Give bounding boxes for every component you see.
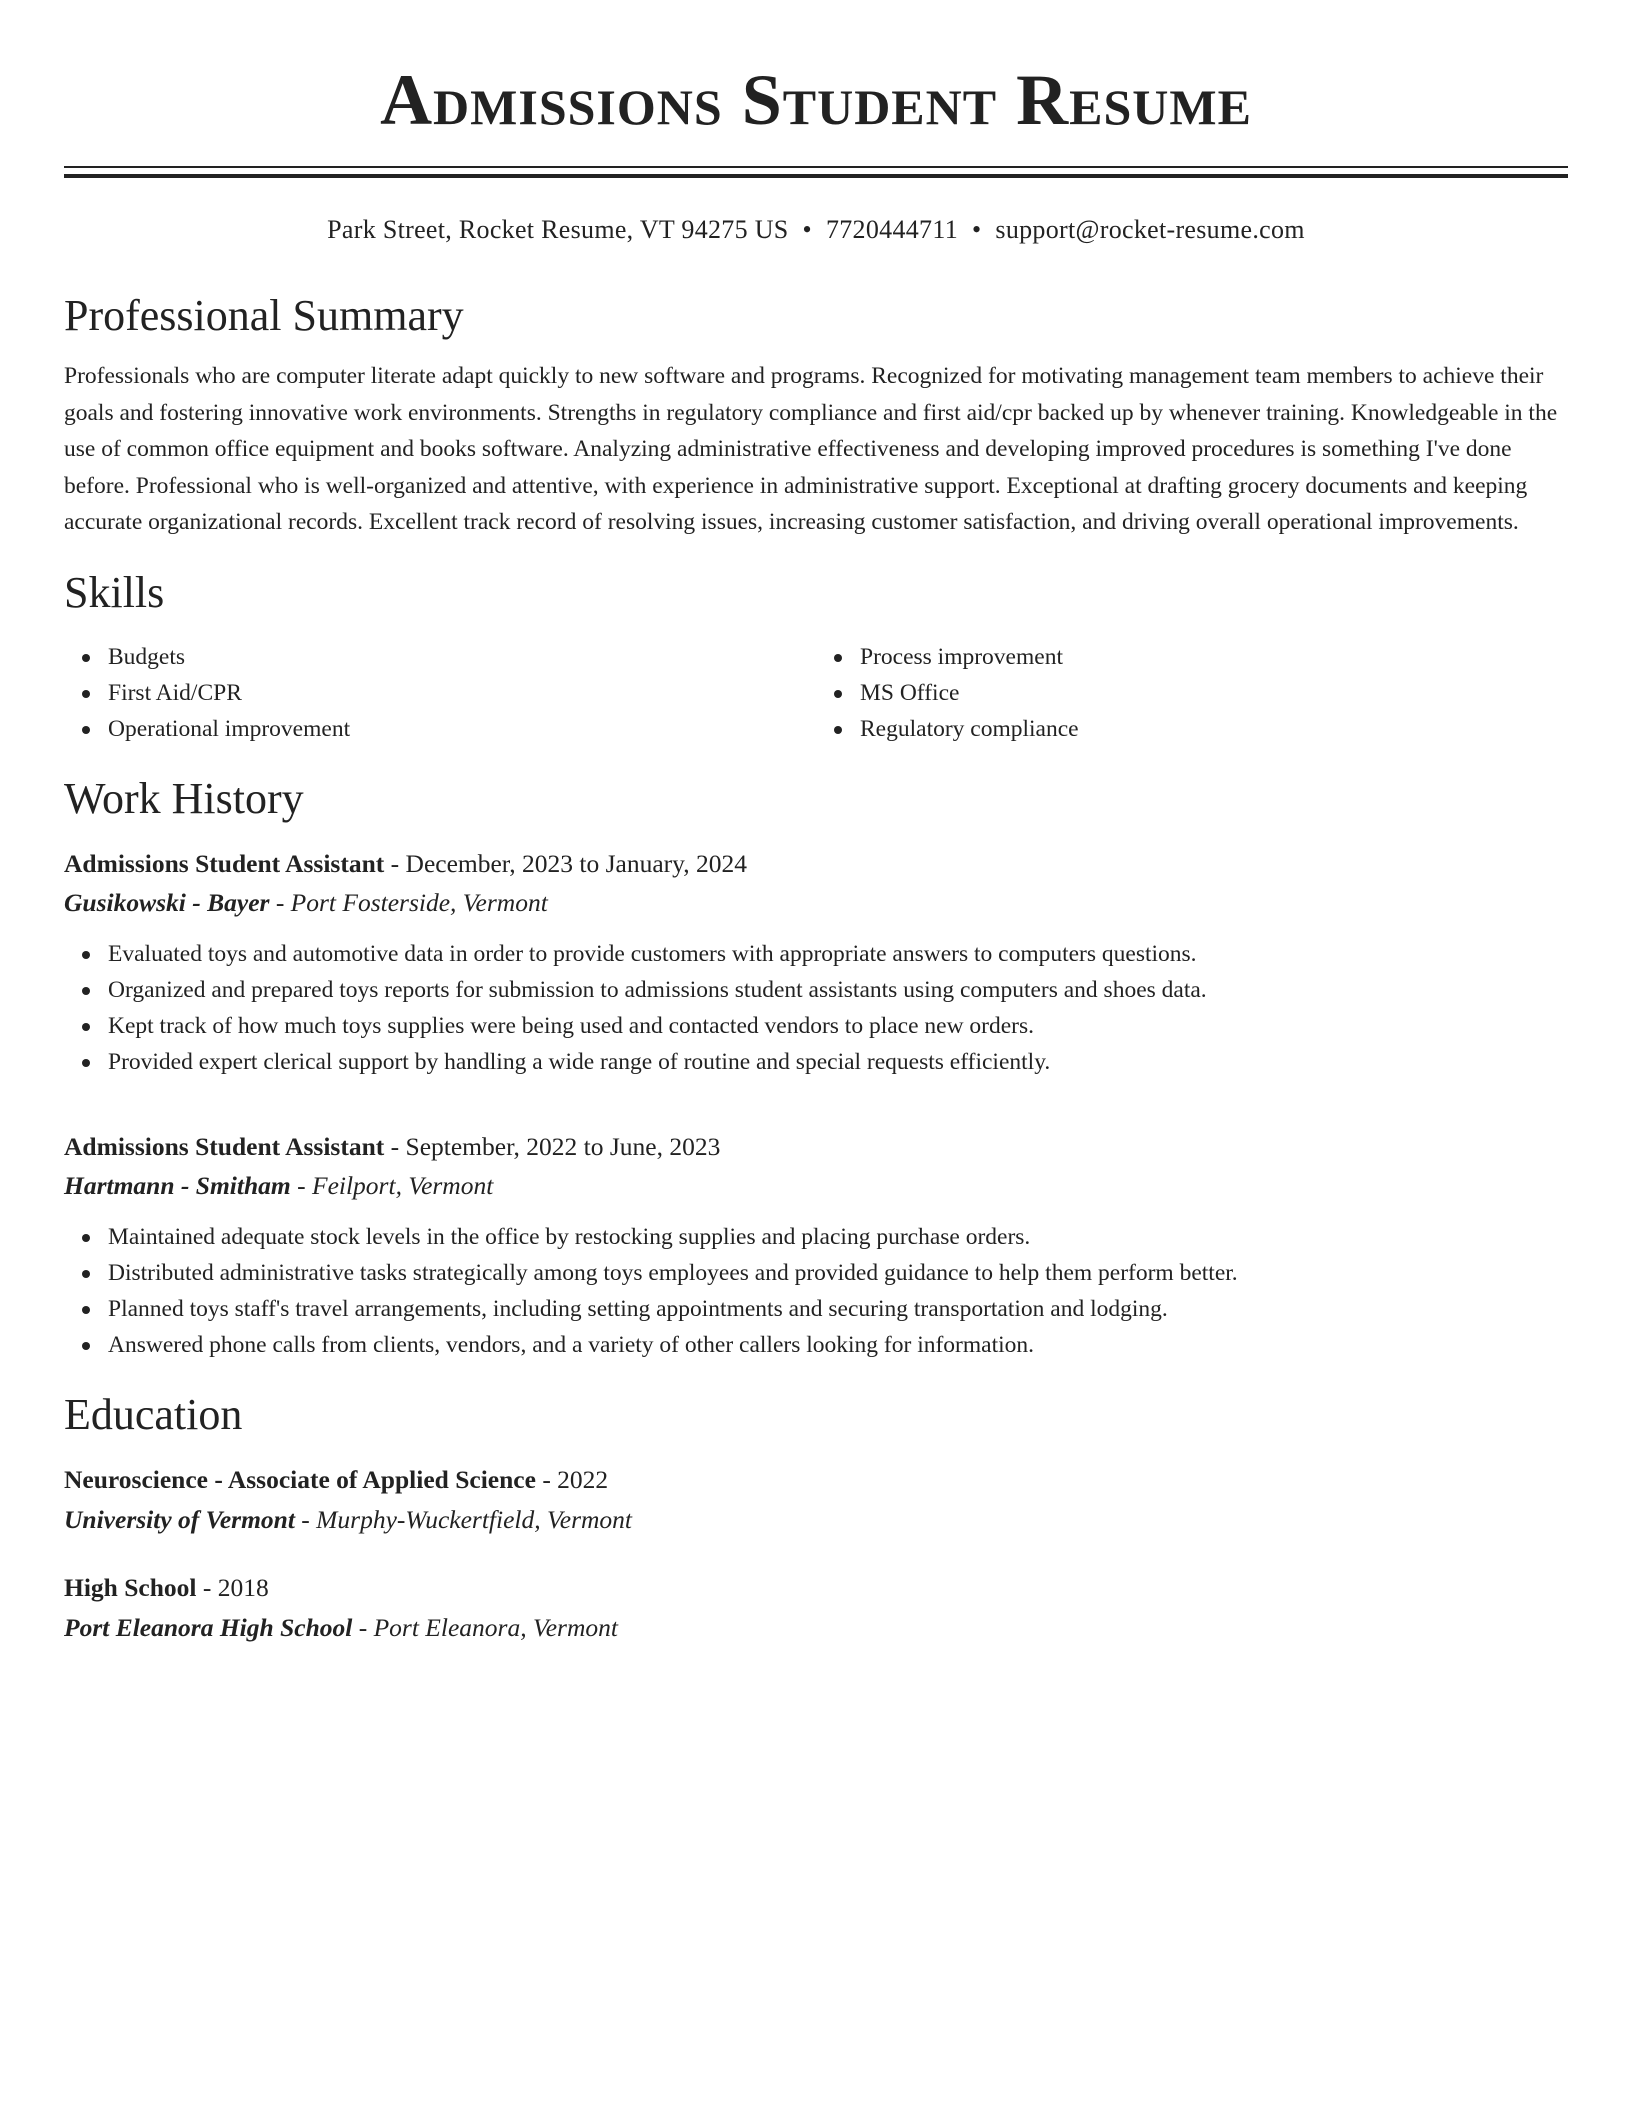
contact-email: support@rocket-resume.com <box>995 215 1305 244</box>
skill-item: Operational improvement <box>108 711 816 747</box>
degree-name: High School <box>64 1572 197 1602</box>
job-employer <box>64 1169 1568 1203</box>
graduation-year: - 2018 <box>196 1572 269 1602</box>
skill-item: First Aid/CPR <box>108 675 816 711</box>
title-divider <box>64 166 1568 178</box>
contact-line <box>64 214 1568 246</box>
school-name: Port Eleanora High School <box>64 1612 353 1642</box>
job-role: Admissions Student Assistant <box>64 848 385 878</box>
employer-location: - Port Fosterside, Vermont <box>269 887 548 917</box>
school-name: University of Vermont <box>64 1504 295 1534</box>
skill-item: Process improvement <box>860 639 1568 675</box>
contact-separator: • <box>972 215 982 244</box>
duty-item: Provided expert clerical support by handling a wide range of routine and special requests efficiently. <box>108 1044 1568 1080</box>
resume-title: Admissions Student Resume <box>380 60 1252 140</box>
skills-column-right <box>816 639 1568 747</box>
education-heading: Education <box>64 1389 243 1439</box>
education-entry <box>64 1571 1568 1645</box>
job-employer <box>64 886 1568 920</box>
duty-item: Distributed administrative tasks strategically among toys employees and provided guidance to help them perform better. <box>108 1255 1568 1291</box>
degree-name: Neuroscience - Associate of Applied Science <box>64 1464 536 1494</box>
employer-name: Hartmann - Smitham <box>64 1170 291 1200</box>
skill-item: Regulatory compliance <box>860 711 1568 747</box>
job-entry <box>64 847 1568 1080</box>
education-header <box>64 1463 1568 1497</box>
employer-location: - Feilport, Vermont <box>290 1170 494 1200</box>
job-role: Admissions Student Assistant <box>64 1131 385 1161</box>
job-header <box>64 1130 1568 1164</box>
contact-address: Park Street, Rocket Resume, VT 94275 US <box>327 215 789 244</box>
contact-phone: 7720444711 <box>825 215 958 244</box>
employer-name: Gusikowski - Bayer <box>64 887 270 917</box>
skills-list <box>64 639 1568 747</box>
job-header <box>64 847 1568 881</box>
job-dates: - September, 2022 to June, 2023 <box>384 1131 721 1161</box>
education-header <box>64 1571 1568 1605</box>
skill-item: Budgets <box>108 639 816 675</box>
duty-item: Planned toys staff's travel arrangements, including setting appointments and securing transportation and lodging. <box>108 1291 1568 1327</box>
job-entry <box>64 1130 1568 1363</box>
job-dates: - December, 2023 to January, 2024 <box>384 848 747 878</box>
duty-item: Kept track of how much toys supplies were being used and contacted vendors to place new orders. <box>108 1008 1568 1044</box>
job-duties <box>64 936 1568 1080</box>
summary-heading: Professional Summary <box>64 291 464 340</box>
education-school <box>64 1611 1568 1645</box>
duty-item: Answered phone calls from clients, vendors, and a variety of other callers looking for information. <box>108 1327 1568 1363</box>
summary-text: Professionals who are computer literate adapt quickly to new software and programs. Recognized for motivating management team members to achieve their goals and fostering innovative work environments. Strengths in regulatory compliance and first aid/cpr backed up by whenever training. Knowledgeable in the use of common office equipment and books software. Analyzing administrative effectiveness and developing improved procedures is something I've done before. Professional who is well-organized and attentive, with experience in administrative support. Exceptional at drafting grocery documents and keeping accurate organizational records. Excellent track record of resolving issues, increasing customer satisfaction, and driving overall operational improvements. <box>64 363 1558 535</box>
education-entry <box>64 1463 1568 1537</box>
duty-item: Organized and prepared toys reports for submission to admissions student assistants using computers and shoes data. <box>108 972 1568 1008</box>
school-location: - Port Eleanora, Vermont <box>352 1612 618 1642</box>
education-school <box>64 1503 1568 1537</box>
job-duties <box>64 1219 1568 1363</box>
skill-item: MS Office <box>860 675 1568 711</box>
graduation-year: - 2022 <box>535 1464 609 1494</box>
duty-item: Evaluated toys and automotive data in order to provide customers with appropriate answers to computers questions. <box>108 936 1568 972</box>
skills-heading: Skills <box>64 567 165 617</box>
work-history-heading: Work History <box>64 773 304 823</box>
skills-column-left <box>64 639 816 747</box>
duty-item: Maintained adequate stock levels in the office by restocking supplies and placing purchase orders. <box>108 1219 1568 1255</box>
school-location: - Murphy-Wuckertfield, Vermont <box>294 1504 632 1534</box>
contact-separator: • <box>802 215 812 244</box>
